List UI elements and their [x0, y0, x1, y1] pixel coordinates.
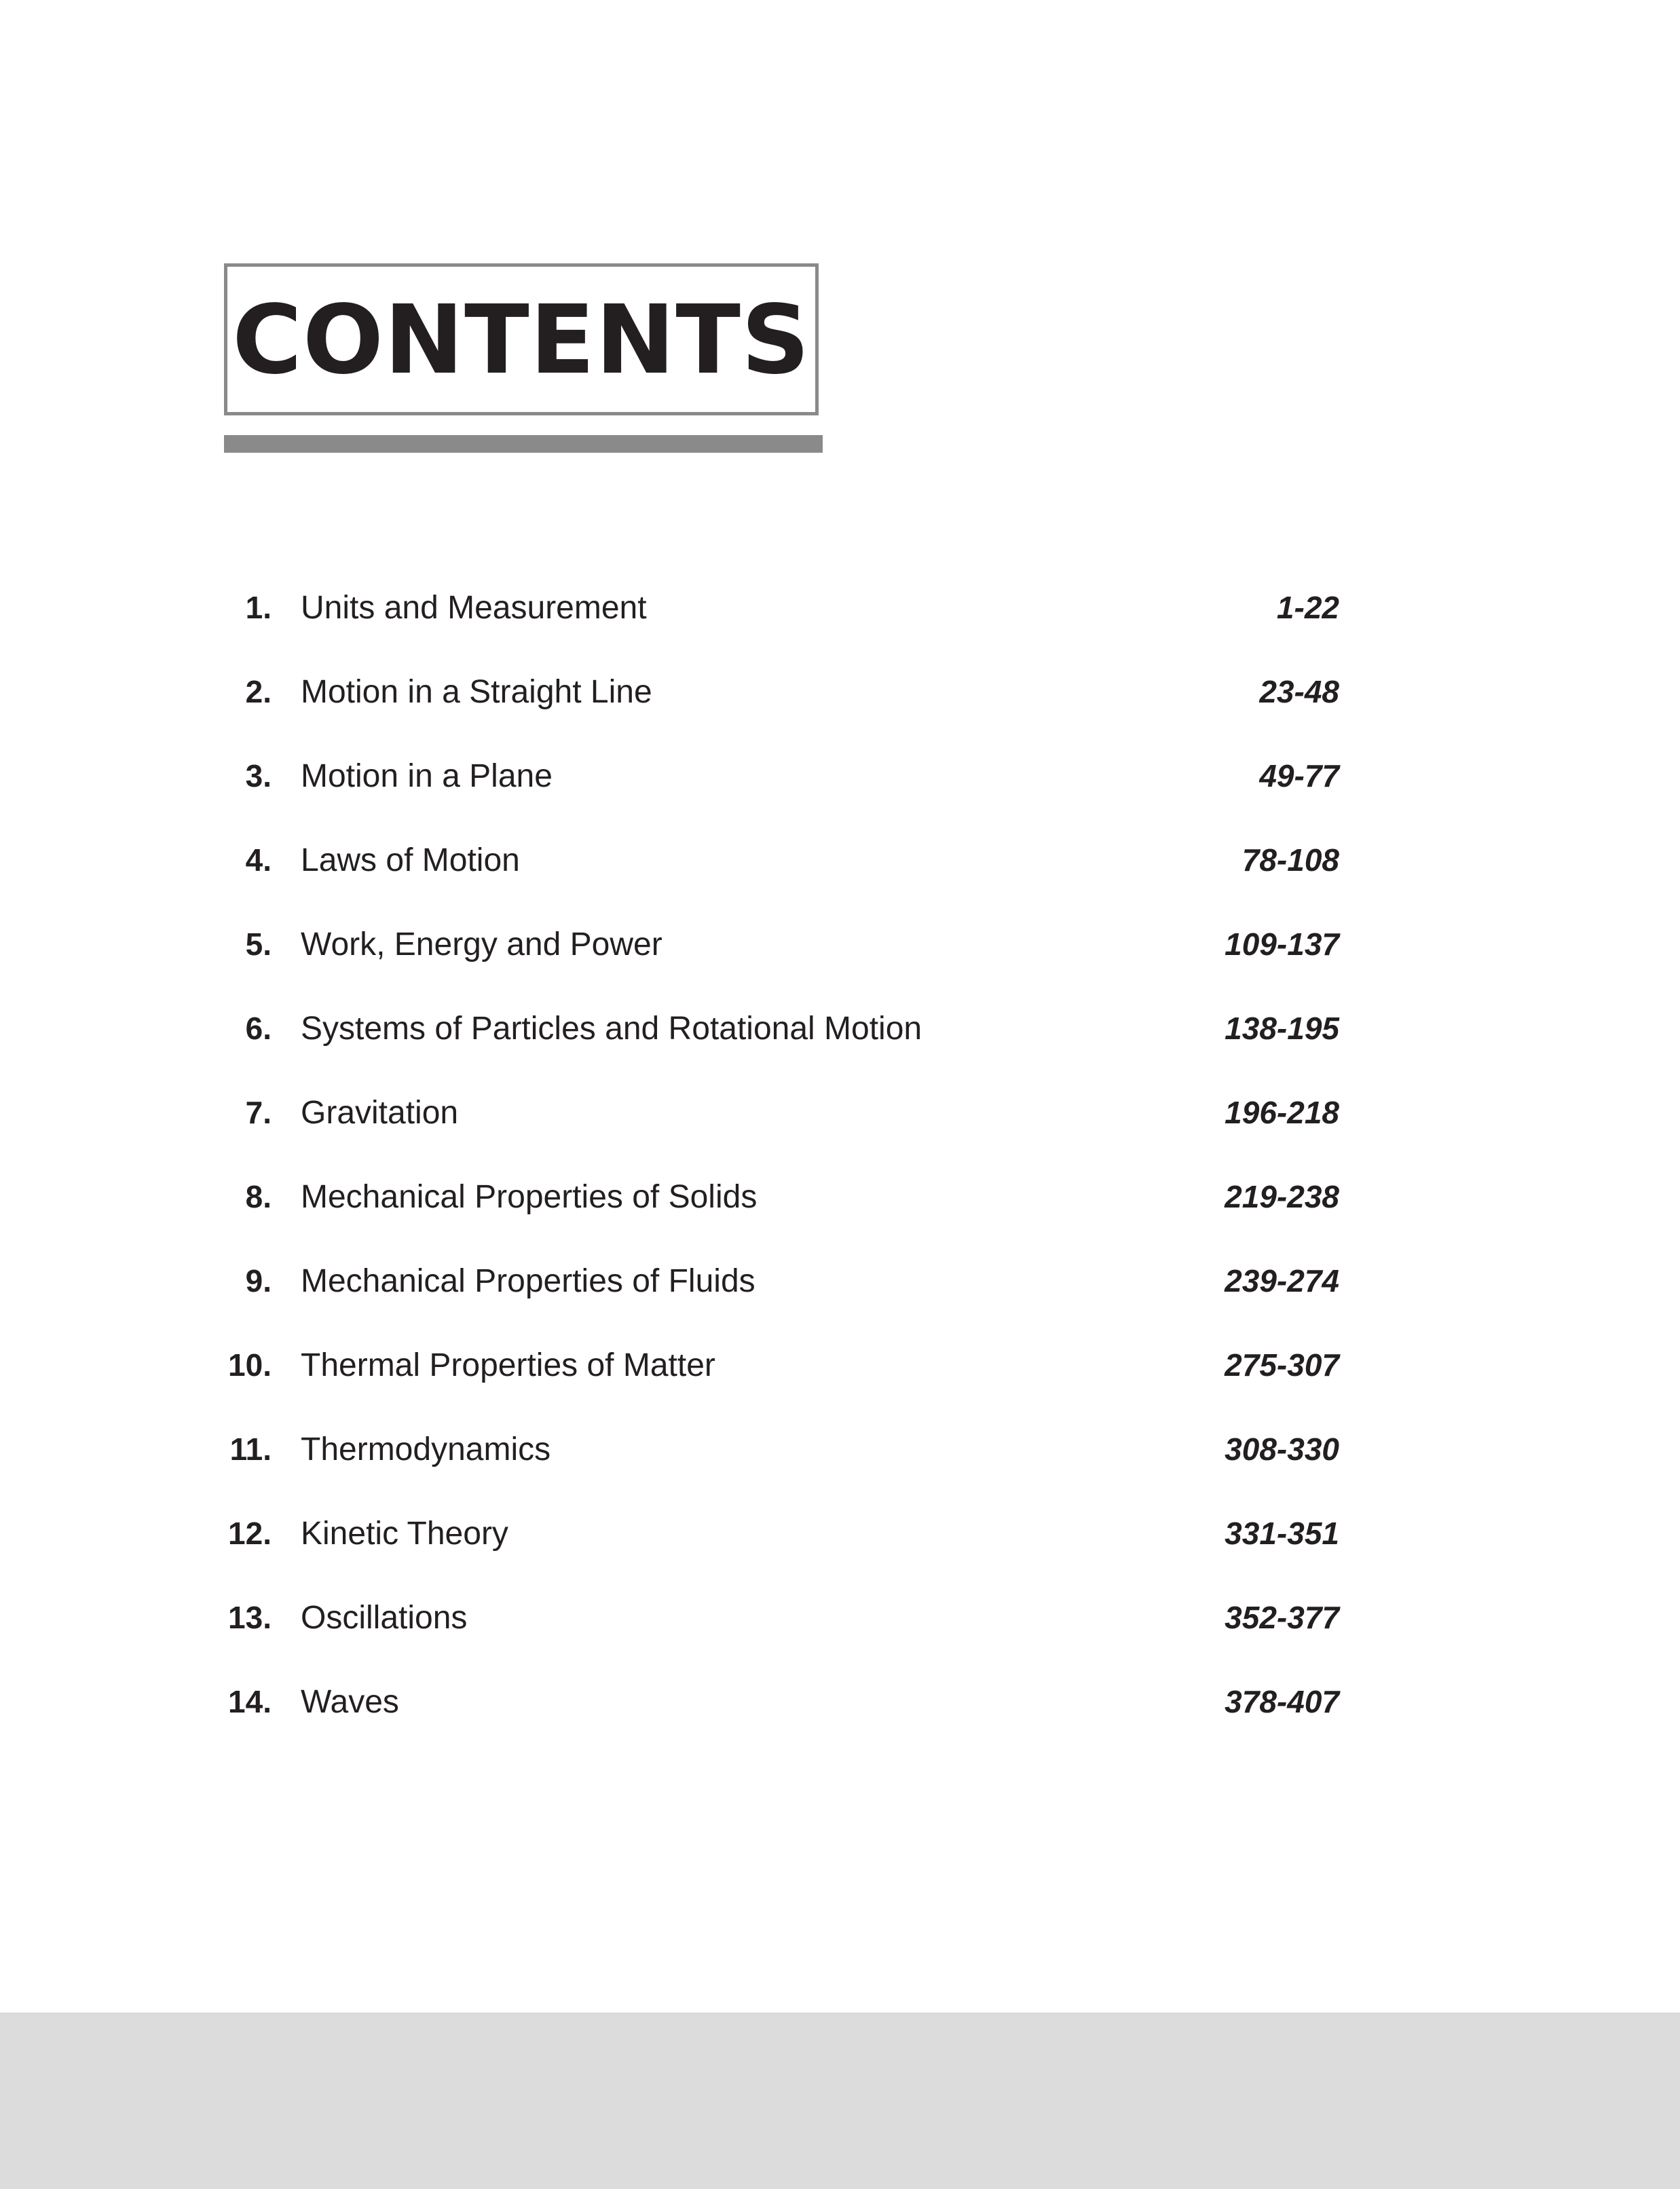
toc-entry-number: 2. — [245, 674, 272, 709]
toc-entry-title: Waves — [301, 1684, 399, 1720]
toc-entry-title: Work, Energy and Power — [301, 927, 662, 962]
toc-entry-title: Thermal Properties of Matter — [301, 1347, 715, 1383]
toc-entry[interactable] — [0, 1602, 1680, 1686]
toc-entry-number: 7. — [245, 1095, 272, 1130]
toc-entry-title: Thermodynamics — [301, 1432, 551, 1467]
toc-entry[interactable] — [0, 676, 1680, 760]
toc-entry-pages: 239-274 — [1225, 1263, 1339, 1298]
toc-entry[interactable] — [0, 1349, 1680, 1434]
footer-band — [0, 2013, 1680, 2189]
toc-entry-number: 1. — [245, 590, 272, 625]
toc-entry-pages: 23-48 — [1259, 674, 1339, 709]
toc-entry-number: 11. — [229, 1432, 272, 1467]
toc-entry[interactable] — [0, 1097, 1680, 1181]
title-box — [224, 263, 819, 415]
toc-entry-number: 6. — [245, 1011, 272, 1046]
toc-entry[interactable] — [0, 929, 1680, 1013]
toc-entry-number: 8. — [245, 1179, 272, 1214]
toc-entry-number: 14. — [228, 1684, 272, 1719]
toc-entry-number: 5. — [245, 927, 272, 962]
toc-entry-pages: 1-22 — [1276, 590, 1339, 625]
toc-entry-title: Kinetic Theory — [301, 1516, 508, 1552]
toc-entry[interactable] — [0, 592, 1680, 676]
toc-entry-pages: 196-218 — [1225, 1095, 1339, 1130]
toc-entry-number: 9. — [245, 1263, 272, 1298]
toc-entry-title: Mechanical Properties of Fluids — [301, 1263, 755, 1299]
toc-entry-pages: 275-307 — [1225, 1347, 1339, 1383]
toc-entry-number: 12. — [228, 1516, 272, 1551]
toc-entry-pages: 109-137 — [1225, 927, 1339, 962]
toc-entry-title: Systems of Particles and Rotational Motion — [301, 1011, 922, 1047]
toc-entry-pages: 331-351 — [1225, 1516, 1339, 1551]
toc-entry[interactable] — [0, 760, 1680, 844]
toc-entry-number: 13. — [228, 1600, 272, 1635]
toc-entry-title: Motion in a Plane — [301, 758, 553, 794]
toc-entry-title: Gravitation — [301, 1095, 459, 1131]
toc-entry-title: Mechanical Properties of Solids — [301, 1179, 758, 1215]
toc-entry-pages: 308-330 — [1225, 1432, 1339, 1467]
toc-entry-pages: 78-108 — [1242, 842, 1339, 878]
toc-entry-number: 3. — [245, 758, 272, 793]
toc-entry[interactable] — [0, 1013, 1680, 1097]
toc-entry-number: 4. — [245, 842, 272, 878]
toc-entry[interactable] — [0, 1518, 1680, 1602]
toc-entry-pages: 378-407 — [1225, 1684, 1339, 1719]
toc-entry-pages: 49-77 — [1259, 758, 1339, 793]
toc-entry-title: Units and Measurement — [301, 590, 647, 626]
toc-entry[interactable] — [0, 1686, 1680, 1770]
toc-entry-title: Oscillations — [301, 1600, 468, 1636]
toc-entry-title: Motion in a Straight Line — [301, 674, 652, 710]
title-underline — [224, 435, 823, 453]
toc-entry[interactable] — [0, 1434, 1680, 1518]
toc-entry-pages: 352-377 — [1225, 1600, 1339, 1635]
toc-entry[interactable] — [0, 844, 1680, 929]
toc-entry-number: 10. — [228, 1347, 272, 1383]
toc-entry[interactable] — [0, 1265, 1680, 1349]
toc-entry-pages: 138-195 — [1225, 1011, 1339, 1046]
page-title: CONTENTS — [232, 285, 810, 396]
toc-entry[interactable] — [0, 1181, 1680, 1265]
toc-entry-title: Laws of Motion — [301, 842, 520, 878]
toc-entry-pages: 219-238 — [1225, 1179, 1339, 1214]
